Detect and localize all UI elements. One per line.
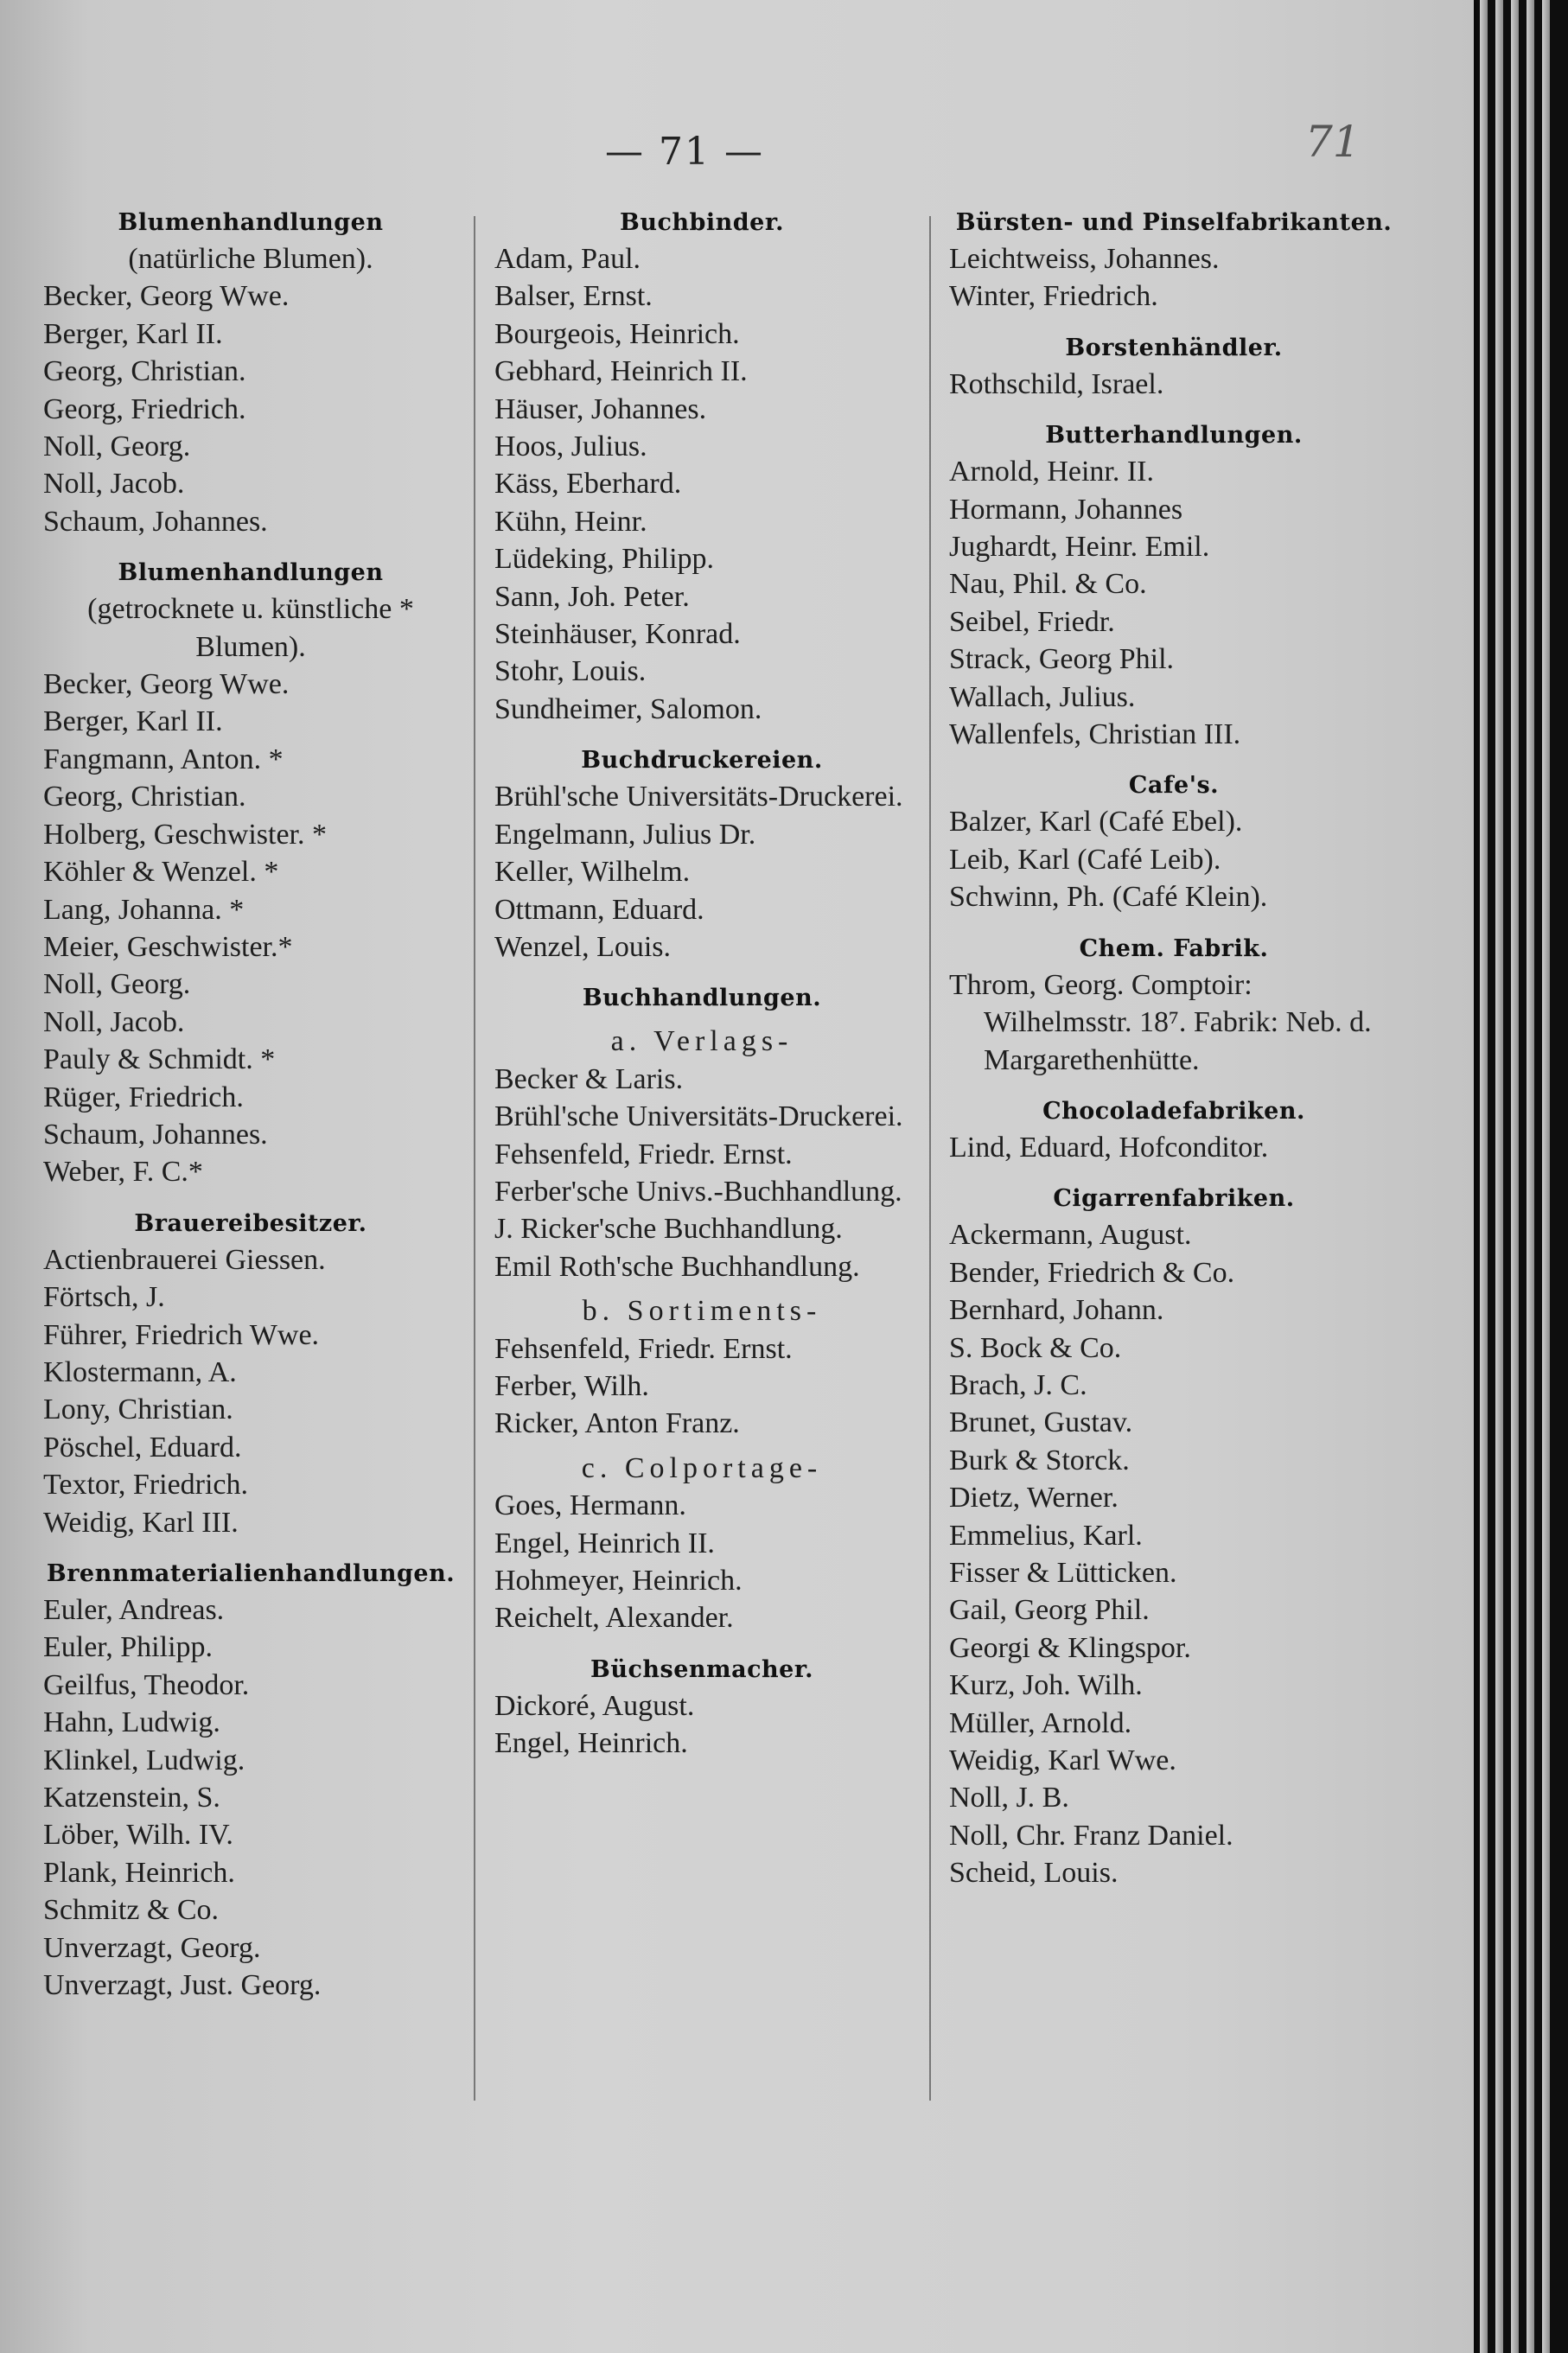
directory-entry: Arnold, Heinr. II.: [949, 456, 1155, 488]
directory-entry: Emil Roth'sche Buchhandlung.: [494, 1250, 860, 1283]
section-heading: Büchsenmacher.: [590, 1655, 813, 1683]
directory-entry: Emmelius, Karl.: [949, 1519, 1143, 1552]
directory-entry: Schwinn, Ph. (Café Klein).: [949, 881, 1268, 914]
directory-entry: Brühl'sche Universitäts-Druckerei.: [494, 781, 903, 813]
directory-entry: Berger, Karl II.: [43, 317, 223, 350]
directory-entry: Kurz, Joh. Wilh.: [949, 1669, 1143, 1702]
directory-entry: Noll, Jacob.: [43, 468, 185, 501]
directory-entry: Ferber, Wilh.: [494, 1369, 649, 1402]
directory-entry: Pauly & Schmidt. *: [43, 1043, 276, 1076]
directory-entry: Textor, Friedrich.: [43, 1469, 249, 1502]
subsection-label: a. Verlags-: [610, 1025, 794, 1058]
directory-section: [494, 1653, 909, 1763]
directory-section: [949, 418, 1399, 753]
directory-entry: Gebhard, Heinrich II.: [494, 355, 748, 388]
directory-entry: Schaum, Johannes.: [43, 505, 268, 538]
column-rule-right: [929, 216, 931, 2101]
directory-entry: Klostermann, A.: [43, 1355, 237, 1388]
directory-section: [494, 206, 909, 728]
directory-section: [494, 743, 909, 966]
directory-entry: Hahn, Ludwig.: [43, 1706, 220, 1739]
column-3: [949, 206, 1399, 1892]
page-header: — 71 —: [605, 130, 764, 174]
directory-entry: Strack, Georg Phil.: [949, 643, 1175, 676]
directory-entry: Rothschild, Israel.: [949, 367, 1164, 400]
directory-entry: Reichelt, Alexander.: [494, 1602, 734, 1635]
directory-entry: Weber, F. C.*: [43, 1156, 203, 1189]
directory-section: [43, 556, 458, 1191]
section-heading: Buchbinder.: [620, 209, 784, 236]
directory-entry: Bernhard, Johann.: [949, 1294, 1164, 1327]
section-heading: Brauereibesitzer.: [134, 1209, 367, 1237]
directory-entry: Sann, Joh. Peter.: [494, 580, 690, 613]
page-edge: [1480, 0, 1488, 2353]
directory-entry: Leib, Karl (Café Leib).: [949, 843, 1221, 876]
directory-entry: Ricker, Anton Franz.: [494, 1407, 740, 1440]
directory-entry: S. Bock & Co.: [949, 1331, 1122, 1364]
directory-entry: Brunet, Gustav.: [949, 1406, 1133, 1439]
directory-entry: Wallenfels, Christian III.: [949, 718, 1241, 751]
directory-entry: Köhler & Wenzel. *: [43, 856, 279, 889]
directory-entry: Weidig, Karl III.: [43, 1506, 239, 1539]
directory-entry: Hohmeyer, Heinrich.: [494, 1565, 743, 1597]
directory-entry: Schmitz & Co.: [43, 1894, 220, 1927]
directory-entry: Klinkel, Ludwig.: [43, 1744, 245, 1776]
directory-entry: Noll, Georg.: [43, 968, 191, 1001]
directory-entry: Georg, Friedrich.: [43, 392, 246, 425]
directory-section: [949, 1094, 1399, 1166]
directory-entry: Steinhäuser, Konrad.: [494, 618, 741, 651]
directory-entry: Müller, Arnold.: [949, 1706, 1132, 1739]
directory-entry: Balser, Ernst.: [494, 280, 653, 313]
directory-entry: Georgi & Klingspor.: [949, 1631, 1191, 1664]
directory-entry: Ackermann, August.: [949, 1219, 1192, 1252]
directory-entry: Engelmann, Julius Dr.: [494, 818, 756, 851]
directory-section: [43, 206, 458, 540]
directory-entry: Jughardt, Heinr. Emil.: [949, 531, 1210, 564]
section-heading: Buchhandlungen.: [582, 985, 822, 1012]
directory-entry: Bender, Friedrich & Co.: [949, 1256, 1235, 1289]
directory-section: [494, 1292, 909, 1443]
directory-entry: J. Ricker'sche Buchhandlung.: [494, 1213, 843, 1246]
directory-section: [949, 1182, 1399, 1891]
section-heading: Cafe's.: [1128, 772, 1220, 800]
directory-entry: Engel, Heinrich II.: [494, 1527, 715, 1559]
directory-entry: Balzer, Karl (Café Ebel).: [949, 806, 1243, 839]
directory-entry: Ferber'sche Univs.-Buchhandlung.: [494, 1175, 902, 1208]
directory-entry: Fisser & Lütticken.: [949, 1556, 1177, 1589]
directory-entry: Löber, Wilh. IV.: [43, 1819, 233, 1852]
directory-entry: Noll, Georg.: [43, 430, 191, 463]
section-heading: Butterhandlungen.: [1045, 422, 1303, 450]
directory-entry: Georg, Christian.: [43, 355, 246, 388]
directory-section: [43, 1557, 458, 2004]
directory-entry: Lang, Johanna. *: [43, 893, 245, 926]
directory-entry: Lony, Christian.: [43, 1393, 233, 1426]
directory-entry: Georg, Christian.: [43, 781, 246, 813]
directory-section: [949, 932, 1399, 1079]
directory-entry: Wenzel, Louis.: [494, 930, 672, 963]
directory-entry: Leichtweiss, Johannes.: [949, 243, 1220, 275]
directory-entry: Noll, J. B.: [949, 1782, 1069, 1814]
page-edge: [1511, 0, 1519, 2353]
directory-entry: Nau, Phil. & Co.: [949, 568, 1147, 601]
section-heading: Chem. Fabrik.: [1079, 934, 1269, 962]
directory-entry: Kühn, Heinr.: [494, 505, 647, 538]
directory-entry: Führer, Friedrich Wwe.: [43, 1318, 320, 1351]
directory-entry: Meier, Geschwister.*: [43, 930, 293, 963]
directory-entry: Berger, Karl II.: [43, 705, 223, 738]
directory-entry: Wallach, Julius.: [949, 680, 1136, 713]
directory-entry: Lind, Eduard, Hofconditor.: [949, 1131, 1269, 1164]
section-note: (natürliche Blumen).: [128, 243, 373, 275]
directory-entry: Katzenstein, S.: [43, 1782, 220, 1814]
directory-entry: Bourgeois, Heinrich.: [494, 317, 740, 350]
directory-entry: Hoos, Julius.: [494, 430, 647, 463]
directory-entry: Adam, Paul.: [494, 243, 641, 275]
directory-entry: Plank, Heinrich.: [43, 1856, 235, 1889]
directory-entry: Becker & Laris.: [494, 1062, 684, 1095]
directory-entry: Pöschel, Eduard.: [43, 1431, 242, 1463]
directory-entry: Euler, Philipp.: [43, 1631, 214, 1664]
directory-entry: Unverzagt, Just. Georg.: [43, 1969, 322, 2002]
section-heading: Brennmaterialienhandlungen.: [46, 1560, 456, 1587]
directory-entry: Dietz, Werner.: [949, 1482, 1119, 1514]
pencil-page-number: 71: [1305, 117, 1361, 167]
directory-entry: Sundheimer, Salomon.: [494, 692, 762, 725]
directory-entry: Hormann, Johannes: [949, 493, 1183, 526]
directory-entry: Burk & Storck.: [949, 1444, 1130, 1476]
column-rule-left: [474, 216, 475, 2101]
directory-section: [494, 1450, 909, 1637]
subsection-label: c. Colportage-: [581, 1451, 823, 1484]
directory-entry: Seibel, Friedr.: [949, 605, 1115, 638]
section-heading: Blumenhandlungen: [118, 209, 384, 236]
directory-entry: Ottmann, Eduard.: [494, 893, 704, 926]
section-heading: Cigarrenfabriken.: [1053, 1185, 1295, 1213]
directory-section: [949, 331, 1399, 403]
directory-section: [949, 206, 1399, 316]
section-heading: Buchdruckereien.: [581, 747, 823, 775]
directory-entry: Geilfus, Theodor.: [43, 1668, 250, 1701]
column-1: [43, 206, 458, 2004]
directory-entry: Gail, Georg Phil.: [949, 1594, 1150, 1627]
directory-entry: Käss, Eberhard.: [494, 468, 682, 501]
directory-entry: Noll, Jacob.: [43, 1005, 185, 1038]
subsection-label: b. Sortiments-: [582, 1295, 822, 1328]
directory-entry: Förtsch, J.: [43, 1281, 165, 1314]
page-edge: [1542, 0, 1550, 2353]
directory-entry: Throm, Georg. Comptoir: Wilhelmsstr. 18⁷. Fabrik: Neb. d. Margarethenhütte.: [949, 968, 1372, 1076]
directory-entry: Engel, Heinrich.: [494, 1727, 688, 1760]
section-heading: Blumenhandlungen: [118, 559, 384, 587]
directory-entry: Becker, Georg Wwe.: [43, 280, 290, 313]
page-edge: [1527, 0, 1534, 2353]
directory-entry: Fangmann, Anton. *: [43, 743, 284, 775]
directory-entry: Euler, Andreas.: [43, 1594, 225, 1626]
directory-entry: Winter, Friedrich.: [949, 280, 1158, 313]
section-heading: Bürsten- und Pinselfabrikanten.: [955, 209, 1393, 236]
directory-section: [43, 1207, 458, 1541]
directory-entry: Häuser, Johannes.: [494, 392, 707, 425]
directory-entry: Scheid, Louis.: [949, 1857, 1119, 1890]
directory-entry: Fehsenfeld, Friedr. Ernst.: [494, 1332, 793, 1365]
section-heading: Borstenhändler.: [1065, 334, 1283, 361]
section-note: (getrocknete u. künstliche * Blumen).: [87, 593, 414, 663]
directory-entry: Keller, Wilhelm.: [494, 856, 691, 889]
directory-entry: Rüger, Friedrich.: [43, 1081, 244, 1113]
directory-entry: Schaum, Johannes.: [43, 1118, 268, 1151]
directory-section: [494, 981, 909, 1285]
directory-entry: Goes, Hermann.: [494, 1489, 686, 1522]
directory-entry: Stohr, Louis.: [494, 655, 647, 688]
directory-section: [949, 768, 1399, 915]
directory-entry: Brühl'sche Universitäts-Druckerei.: [494, 1100, 903, 1133]
directory-entry: Actienbrauerei Giessen.: [43, 1243, 326, 1276]
directory-entry: Noll, Chr. Franz Daniel.: [949, 1819, 1233, 1852]
directory-entry: Holberg, Geschwister. *: [43, 818, 327, 851]
section-heading: Chocoladefabriken.: [1042, 1097, 1305, 1125]
directory-entry: Brach, J. C.: [949, 1368, 1087, 1401]
directory-entry: Lüdeking, Philipp.: [494, 543, 715, 576]
directory-entry: Becker, Georg Wwe.: [43, 668, 290, 701]
directory-entry: Weidig, Karl Wwe.: [949, 1744, 1176, 1776]
column-2: [494, 206, 909, 1763]
directory-entry: Unverzagt, Georg.: [43, 1931, 261, 1964]
page-edge: [1495, 0, 1503, 2353]
directory-entry: Fehsenfeld, Friedr. Ernst.: [494, 1138, 793, 1170]
directory-entry: Dickoré, August.: [494, 1689, 695, 1722]
